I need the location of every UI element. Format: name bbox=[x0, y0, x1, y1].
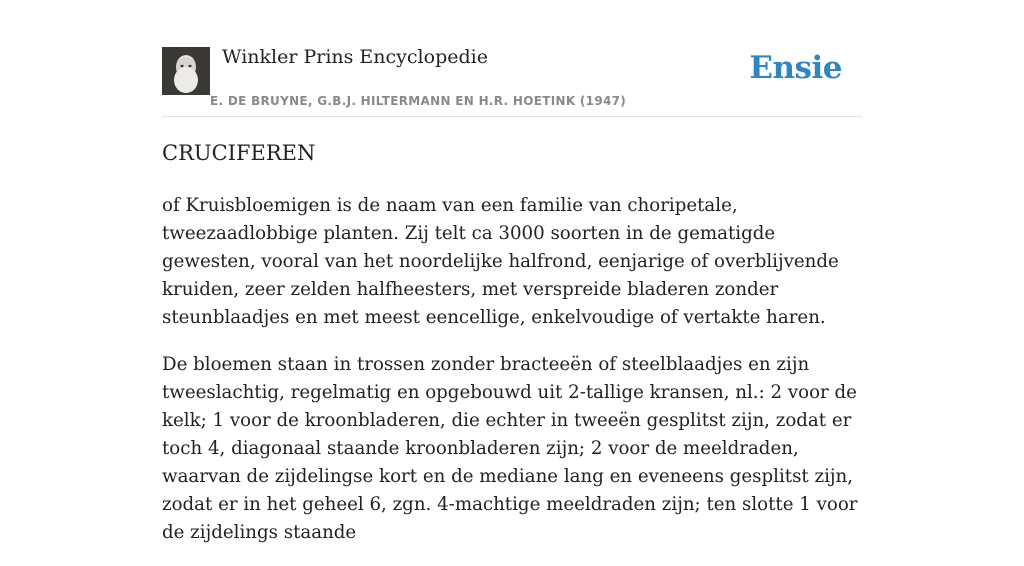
entry-body bbox=[162, 192, 862, 566]
entry-paragraph: De bloemen staan in trossen zonder bracteeën of steelblaadjes en zijn tweeslachtig, regelmatig en opgebouwd uit 2-tallige kransen, nl.: 2 voor de kelk; 1 voor de kroonbladeren, die echter in tweeën gesplitst zijn, zodat er toch 4, diagonaal staande kroonbladeren zijn; 2 voor de meeldraden, waarvan de zijdelingse kort en de mediane lang en eveneens gesplitst zijn, zodat er in het geheel 6, zgn. 4-machtige meeldraden zijn; ten slotte 1 voor de zijdelings staande bbox=[162, 354, 858, 543]
brand-logo[interactable]: Ensie bbox=[749, 50, 842, 86]
entry-title: CRUCIFEREN bbox=[162, 141, 316, 165]
book-header bbox=[162, 44, 862, 117]
book-authors: E. DE BRUYNE, G.B.J. HILTERMANN EN H.R. HOETINK (1947) bbox=[210, 94, 627, 108]
author-portrait-icon bbox=[162, 47, 210, 95]
author-avatar[interactable] bbox=[162, 47, 210, 95]
book-title[interactable]: Winkler Prins Encyclopedie bbox=[222, 46, 488, 68]
entry-paragraph: of Kruisbloemigen is de naam van een familie van choripetale, tweezaadlobbige planten. Zij telt ca 3000 soorten in de gematigde gewesten, vooral van het noordelijke halfrond, eenjarige of overblijvende kruiden, zeer zelden halfheesters, met verspreide bladeren zonder steunblaadjes en met meest eencellige, enkelvoudige of vertakte haren. bbox=[162, 195, 839, 328]
